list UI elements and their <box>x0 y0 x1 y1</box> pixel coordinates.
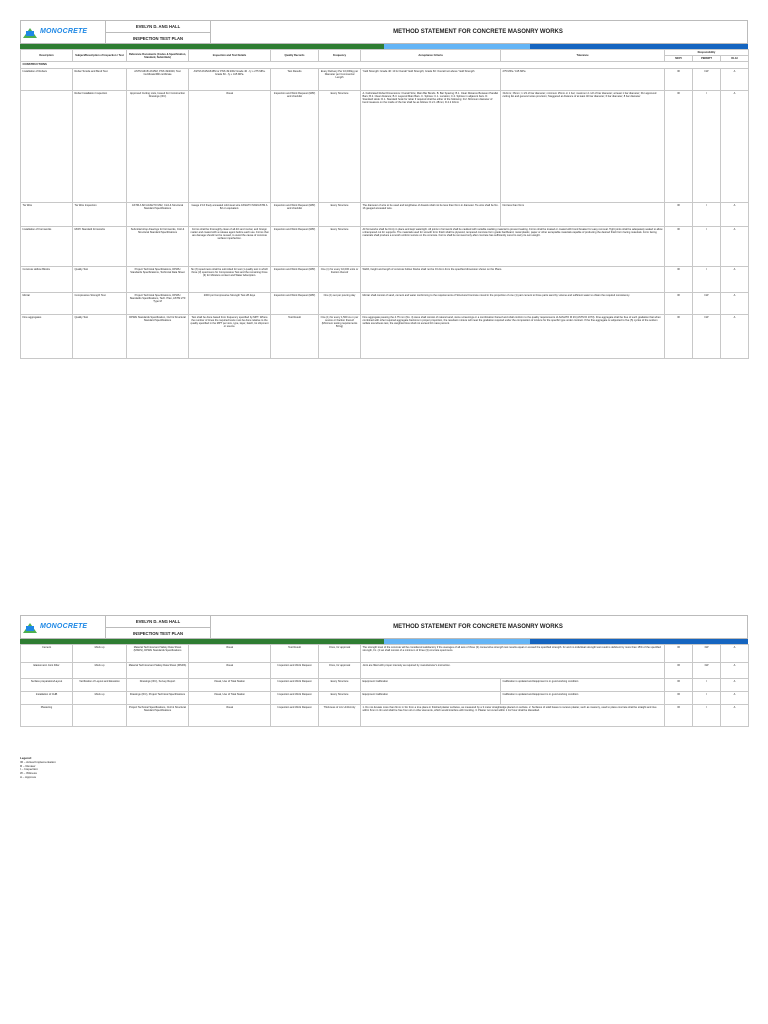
cell-frequency: Every Structure <box>319 692 361 705</box>
table-row <box>21 679 749 692</box>
cell-resp-pedmpt: I/W <box>693 68 721 90</box>
logo-text: MONOCRETE <box>40 28 88 35</box>
table-row <box>21 292 749 314</box>
cell-records: Test Results <box>271 68 319 90</box>
cell-resp-pedmpt: I/W <box>693 645 721 663</box>
cell-inspection: Visual, Use of Total Station <box>189 692 271 705</box>
cell-description: Installation of Formworks <box>21 226 73 266</box>
sheet-page-1 <box>20 20 748 359</box>
col-subject: Subject/Description of Inspection / Test <box>73 50 127 62</box>
cell-description: Installation of Rebars <box>21 68 73 90</box>
cell-acceptance: Mortar shall consist of sand, cement and water conforming to the requirements of Structural Concrete mixed in the proportion of one (1) part cement to three parts sand by volume and sufficient water to obtain the required consistency. <box>361 292 665 314</box>
document-title: METHOD STATEMENT FOR CONCRETE MASONRY WORKS <box>393 29 563 35</box>
table-row <box>21 705 749 727</box>
cell-records: Inspection and Work Request (IWR) and checklist <box>271 202 319 226</box>
cell-reference: Project Technical Specifications, Civil & Structural Standard Specifications <box>127 705 189 727</box>
category-label: CONSTRUCTIONS <box>21 62 749 68</box>
cell-subject: Mock up <box>73 645 127 663</box>
cell-subject: Tie Wire Inspection <box>73 202 127 226</box>
color-band <box>20 44 748 49</box>
cell-resp-mcpi: IR <box>665 663 693 679</box>
cell-resp-pedmpt: I <box>693 226 721 266</box>
col-acceptance: Acceptance Criteria <box>361 50 501 62</box>
logo-text: MONOCRETE <box>40 623 88 630</box>
plan-name: INSPECTION TEST PLAN <box>132 36 184 41</box>
cell-subject: Quality Test <box>73 266 127 292</box>
cell-description: Mortar <box>21 292 73 314</box>
legend-item: IR – Actual Implementation <box>20 759 56 764</box>
table-row <box>21 692 749 705</box>
cell-description: Concrete Hollow Blocks <box>21 266 73 292</box>
cell-resp-dlgi: A <box>721 266 749 292</box>
company-name: EVELYN D. ANG HALL <box>106 21 210 33</box>
cell-frequency: Every Structure <box>319 679 361 692</box>
cell-resp-dlgi: A <box>721 705 749 727</box>
cell-inspection: Visual <box>189 663 271 679</box>
table-row <box>21 663 749 679</box>
cell-description <box>21 90 73 202</box>
cell-reference: Submittal shop drawings for formworks, Civil & Structural Standard Specifications <box>127 226 189 266</box>
cell-description: Installation of CHB <box>21 692 73 705</box>
document-header <box>20 615 748 639</box>
cell-inspection: Visual, Use of Total Station <box>189 679 271 692</box>
cell-description: Fine aggregates <box>21 314 73 358</box>
col-reference: Reference Documents (Codes & Specification, Standard, Submittals) <box>127 50 189 62</box>
col-responsibility: Responsibility <box>665 50 749 56</box>
cell-acceptance: Equipment Calibration <box>361 679 501 692</box>
cell-inspection: ASTM A615/A615M or PNS 49:2002 Grade 40 - fy ≥ 275 MPa. Grade 60 - fy ≥ 415 MPa. <box>189 68 271 90</box>
cell-reference: Drawings (IFC), Project Technical Specifications <box>127 692 189 705</box>
col-resp-pedmpt: PEDMPT <box>693 56 721 62</box>
cell-subject: Mock up <box>73 663 127 679</box>
col-resp-dlgi: DLGI <box>721 56 749 62</box>
cell-resp-mcpi: IR <box>665 314 693 358</box>
table-row <box>21 226 749 266</box>
project-info <box>105 21 211 43</box>
cell-resp-dlgi: A <box>721 663 749 679</box>
legend-item: W – Witness <box>20 771 37 776</box>
table-row <box>21 68 749 90</box>
cell-frequency: Every Delivery Per 10,000kg per Diameter per Commercial Length <box>319 68 361 90</box>
cell-subject <box>73 705 127 727</box>
cell-resp-mcpi: IR <box>665 705 693 727</box>
cell-records: Inspection and Work Request <box>271 692 319 705</box>
cell-inspection: Test shall be done based from frequency specified by MPT. Where the number of times the required tests must be done relative to the quality specified in the MPT per size, type, layer, batch, lot shipment or source. <box>189 314 271 358</box>
table-row <box>21 266 749 292</box>
cell-frequency: One (1) set per pouring day <box>319 292 361 314</box>
cell-resp-pedmpt: I/W <box>693 292 721 314</box>
cell-records: Test Result <box>271 645 319 663</box>
cell-description: Surface preparation/Layout <box>21 679 73 692</box>
cell-resp-pedmpt: I <box>693 679 721 692</box>
cell-frequency: Once, for approval <box>319 663 361 679</box>
col-tolerance: Tolerance <box>501 50 665 62</box>
cell-subject: MCPI Standard formworks <box>73 226 127 266</box>
legend-item: A – Approve <box>20 774 37 779</box>
table-row <box>21 645 749 663</box>
cell-resp-dlgi: A <box>721 68 749 90</box>
cell-reference: Project Technical Specifications, DPWH Standards Specifications, Tech. Plan, ASTM 270 Type M <box>127 292 189 314</box>
cell-resp-mcpi: IR <box>665 645 693 663</box>
legend-item: I – Inspection <box>20 767 38 772</box>
cell-reference: ASTM A615/ A615M, PNS 49/2020, Test Certificate/Mill certificate <box>127 68 189 90</box>
company-name: EVELYN D. ANG HALL <box>106 616 210 628</box>
cell-description: Cement <box>21 645 73 663</box>
cell-frequency: One (1) for every 10,000 units or fraction thereof <box>319 266 361 292</box>
cell-resp-mcpi: IR <box>665 266 693 292</box>
cell-reference: Project Technical Specifications, DPWH Standards Specifications, Technical Data Sheet <box>127 266 189 292</box>
cell-inspection: Gauge # 16 finely annealed mild steel wire ASSHTO M32/ASTM A 82 or equivalent. <box>189 202 271 226</box>
logo-icon <box>23 26 37 38</box>
itp-table-1 <box>20 49 749 359</box>
cell-acceptance: Yield Strength: Grade 40: 10 & Overall Yield Strength; Grade 60: Overall not above Yield Strength <box>361 68 501 90</box>
cell-resp-pedmpt: I <box>693 266 721 292</box>
cell-tolerance: Not less than 6mm <box>501 202 665 226</box>
cell-frequency: Every Structure <box>319 90 361 202</box>
cell-acceptance: Joint are filled with proper intensity as required by manufacturer's instruction. <box>361 663 665 679</box>
cell-records: Inspection and Work Request <box>271 663 319 679</box>
cell-records: Test Result <box>271 314 319 358</box>
legend-item: R – Review <box>20 763 36 768</box>
cell-reference: Drawings (IFC), Survey Report <box>127 679 189 692</box>
cell-inspection: 2000 psi Compressive Strength Test 28 days <box>189 292 271 314</box>
project-info <box>105 616 211 638</box>
cell-resp-pedmpt: I <box>693 692 721 705</box>
col-description: Description <box>21 50 73 62</box>
cell-inspection: Forms shall be thoroughly clean of all dirt and mortar, and foreign matter and coated with a release agent before each use. Forms that are damage should not be reused, to avoid the cause of concrete surface imperfection. <box>189 226 271 266</box>
cell-frequency: One (1) for every 1,500 cu.m per source or fraction thereof (Minimum testing requirements 50 kg) <box>319 314 361 358</box>
cell-acceptance: Fine aggregate passing the 4.75 mm (No. 4) sieve shall consist of natural sand, stone screenings or a combination thereof and shall conform to the quality requirements of AASHTO M 29 (ASTM D 1073). Fine aggregate shall be free of such gradation that when combined with other required aggregate fractions in proper proportion, the resultant mixture will meet the gradation required under the composition of mixture for the specific type under contract. If the fine aggregate is subjected to five (5) cycles of the sodium sulfate soundness test, the weighted loss shall not exceed 10 mass percent. <box>361 314 665 358</box>
col-records: Quality Records <box>271 50 319 62</box>
itp-table-2 <box>20 644 749 727</box>
cell-records: Inspection and Work Request <box>271 705 319 727</box>
cell-acceptance: All formworks shall be firmly in place and kept watertight. All joints in formwork shall be caulked with suitable caulking material to prevent leaking. Forms shall be treated or coated with bond breaker for easy removal. Tight joints shall be adequately sealed to allow unhampered cut for supports. The materials used for smooth form finish shall be plywood, tempered concrete form grade hardboard, metal plastic, paper or other acceptable materials capable of producing the desired finish form facing materials. Form facing materials shall produce a smooth uniform texture on the concrete. Forms shall be removed only after concrete has sufficiently cured to carry its own weight. <box>361 226 665 266</box>
cell-frequency: Every Structure <box>319 202 361 226</box>
cell-resp-pedmpt: I/W <box>693 314 721 358</box>
cell-subject: Compressive Strength Test <box>73 292 127 314</box>
cell-resp-dlgi: A <box>721 292 749 314</box>
cell-reference: Approved Cutting Lists, Issued For Construction Drawings (IFC) <box>127 90 189 202</box>
cell-resp-mcpi: IR <box>665 292 693 314</box>
col-resp-mcpi: MCPI <box>665 56 693 62</box>
cell-acceptance: Equipment Calibration <box>361 692 501 705</box>
cell-resp-mcpi: IR <box>665 226 693 266</box>
cell-resp-mcpi: IR <box>665 679 693 692</box>
cell-acceptance: A. Fabricated Rebar Dimensions: Overall Size; Main Bar Bends. B. Bar Spacing: B.1. Clear Distance Between Parallel Bars; B.2. Clear distance; B.3. Layered Main Bars. C. Splices: C.1. Location; C.2. Splices in adjacent bars. D. Standard Hook: D.1. Standard hook for rebar if required shall be either of the following; D.2. Minimum diameter of bend measure on the inside of the bar shall be as follows: D.2.1 28mm; D.2.2 32mm <box>361 90 501 202</box>
cell-resp-mcpi: IR <box>665 90 693 202</box>
cell-records: Inspection and Work Request (IWR) and checklist <box>271 90 319 202</box>
sheet-page-2 <box>20 615 748 727</box>
table-row <box>21 202 749 226</box>
cell-inspection: Visual <box>189 705 271 727</box>
cell-resp-mcpi: IR <box>665 692 693 705</box>
cell-tolerance: Calibration is updated and Equipment is in good working condition <box>501 692 665 705</box>
color-band <box>20 639 748 644</box>
cell-tolerance: Calibration is updated and Equipment is in good working condition <box>501 679 665 692</box>
legend <box>20 757 56 780</box>
cell-records: Inspection and Work Request (IWR) <box>271 266 319 292</box>
cell-subject: Rebar Installation Inspection <box>73 90 127 202</box>
cell-subject: Mock up <box>73 692 127 705</box>
cell-inspection: Six (6) specimens shall be submitted for test (1 quality test in which three (3) specimens for Compressive Test and the remaining three (3) for Moisture content and Water Adsorption. <box>189 266 271 292</box>
document-title: METHOD STATEMENT FOR CONCRETE MASONRY WORKS <box>393 624 563 630</box>
cell-frequency: Every Structure <box>319 226 361 266</box>
cell-description: Elastomeric Joint Filler <box>21 663 73 679</box>
cell-resp-pedmpt: I <box>693 90 721 202</box>
cell-resp-dlgi: A <box>721 90 749 202</box>
plan-name: INSPECTION TEST PLAN <box>132 631 184 636</box>
cell-resp-dlgi: A <box>721 226 749 266</box>
cell-resp-dlgi: A <box>721 645 749 663</box>
cell-resp-dlgi: A <box>721 692 749 705</box>
cell-description: Plastering <box>21 705 73 727</box>
cell-resp-pedmpt: I <box>693 705 721 727</box>
cell-resp-dlgi: A <box>721 314 749 358</box>
cell-resp-pedmpt: I/W <box>693 663 721 679</box>
cell-resp-mcpi: IR <box>665 202 693 226</box>
company-logo <box>23 23 103 40</box>
cell-inspection: Visual <box>189 645 271 663</box>
cell-tolerance: ±12mm; ±6mm; 1 1/3 of bar diameter; minimum 25mm or 1 bar; maximum 1 1/2 of bar diameter; at least 1 bar diameter; Per approved cutting list and general notes provision; Staggered at distance of at least 40 bar diameter; 6 bar diameter; 8 bar diameter <box>501 90 665 202</box>
cell-inspection: Visual <box>189 90 271 202</box>
cell-reference: Material Technical and Safety Data Sheet (MSDS) <box>127 663 189 679</box>
cell-reference: Material Technical and Safety Data Sheet (MSDS), DPWH Standards Specifications <box>127 645 189 663</box>
cell-resp-mcpi: IR <box>665 68 693 90</box>
table-row <box>21 314 749 358</box>
company-logo <box>23 618 103 635</box>
document-header <box>20 20 748 44</box>
cell-records: Inspection and Work Request <box>271 679 319 692</box>
cell-tolerance: 275 MPa / 415 MPa <box>501 68 665 90</box>
cell-records: Inspection and Work Request (IWR) <box>271 292 319 314</box>
cell-subject: Quality Test <box>73 314 127 358</box>
cell-reference: ASTM A 82/ AASHTO M32, Civil & Structural Standard Specifications <box>127 202 189 226</box>
cell-resp-dlgi: A <box>721 202 749 226</box>
cell-subject: Verification of Layout and Elevation <box>73 679 127 692</box>
cell-description: Tie Wire <box>21 202 73 226</box>
col-inspection: Inspection and Test Details <box>189 50 271 62</box>
col-frequency: Frequency <box>319 50 361 62</box>
cell-resp-pedmpt: I <box>693 202 721 226</box>
logo-icon <box>23 621 37 633</box>
cell-frequency: Once, for approval <box>319 645 361 663</box>
cell-frequency: Thickness of mix Uniformity <box>319 705 361 727</box>
table-row <box>21 90 749 202</box>
cell-acceptance: The diameter of wire to be used and lengthwise of dowels shall not be less than 6mm in diameter. Tie wire shall be No. 16 gauged annealed wire. <box>361 202 501 226</box>
cell-resp-dlgi: A <box>721 679 749 692</box>
cell-acceptance: Width, height and length of concrete hollow blocks shall not be ±3.2mm from the specified dimension shown on the Plans. <box>361 266 665 292</box>
cell-reference: DPWH Standards Specification, Civil & Structural Standard Specifications <box>127 314 189 358</box>
cell-records: Inspection and Work Request (IWR) <box>271 226 319 266</box>
cell-acceptance: 1. Do not deviate more than 6mm in 3m from a true plane in finished plaster surfaces, as measured by a 3 meter straightedge placed on surface. 2. Surfaces of solid bases to receive plaster, such as masonry, used to place concrete shall be straight and true within 6mm in 3m and shall be free from oil or other elements, which would interfere with bonding. 3. Plaster not cured within 1 1/2 hour shall be discarded. <box>361 705 665 727</box>
cell-subject: Rebar Tensile and Bend Test <box>73 68 127 90</box>
cell-acceptance: The strength level of the concrete will be considered satisfactory if the averages of all sets of three (3) consecutive strength test results equal or exceed the specified strength. Fc and no individual strength test result is deficient by more than 15% of the specified strength, Fc. (4 set shall consist of a minimum of three (3) concrete specimens. <box>361 645 665 663</box>
legend-title: Legend: <box>20 756 32 760</box>
